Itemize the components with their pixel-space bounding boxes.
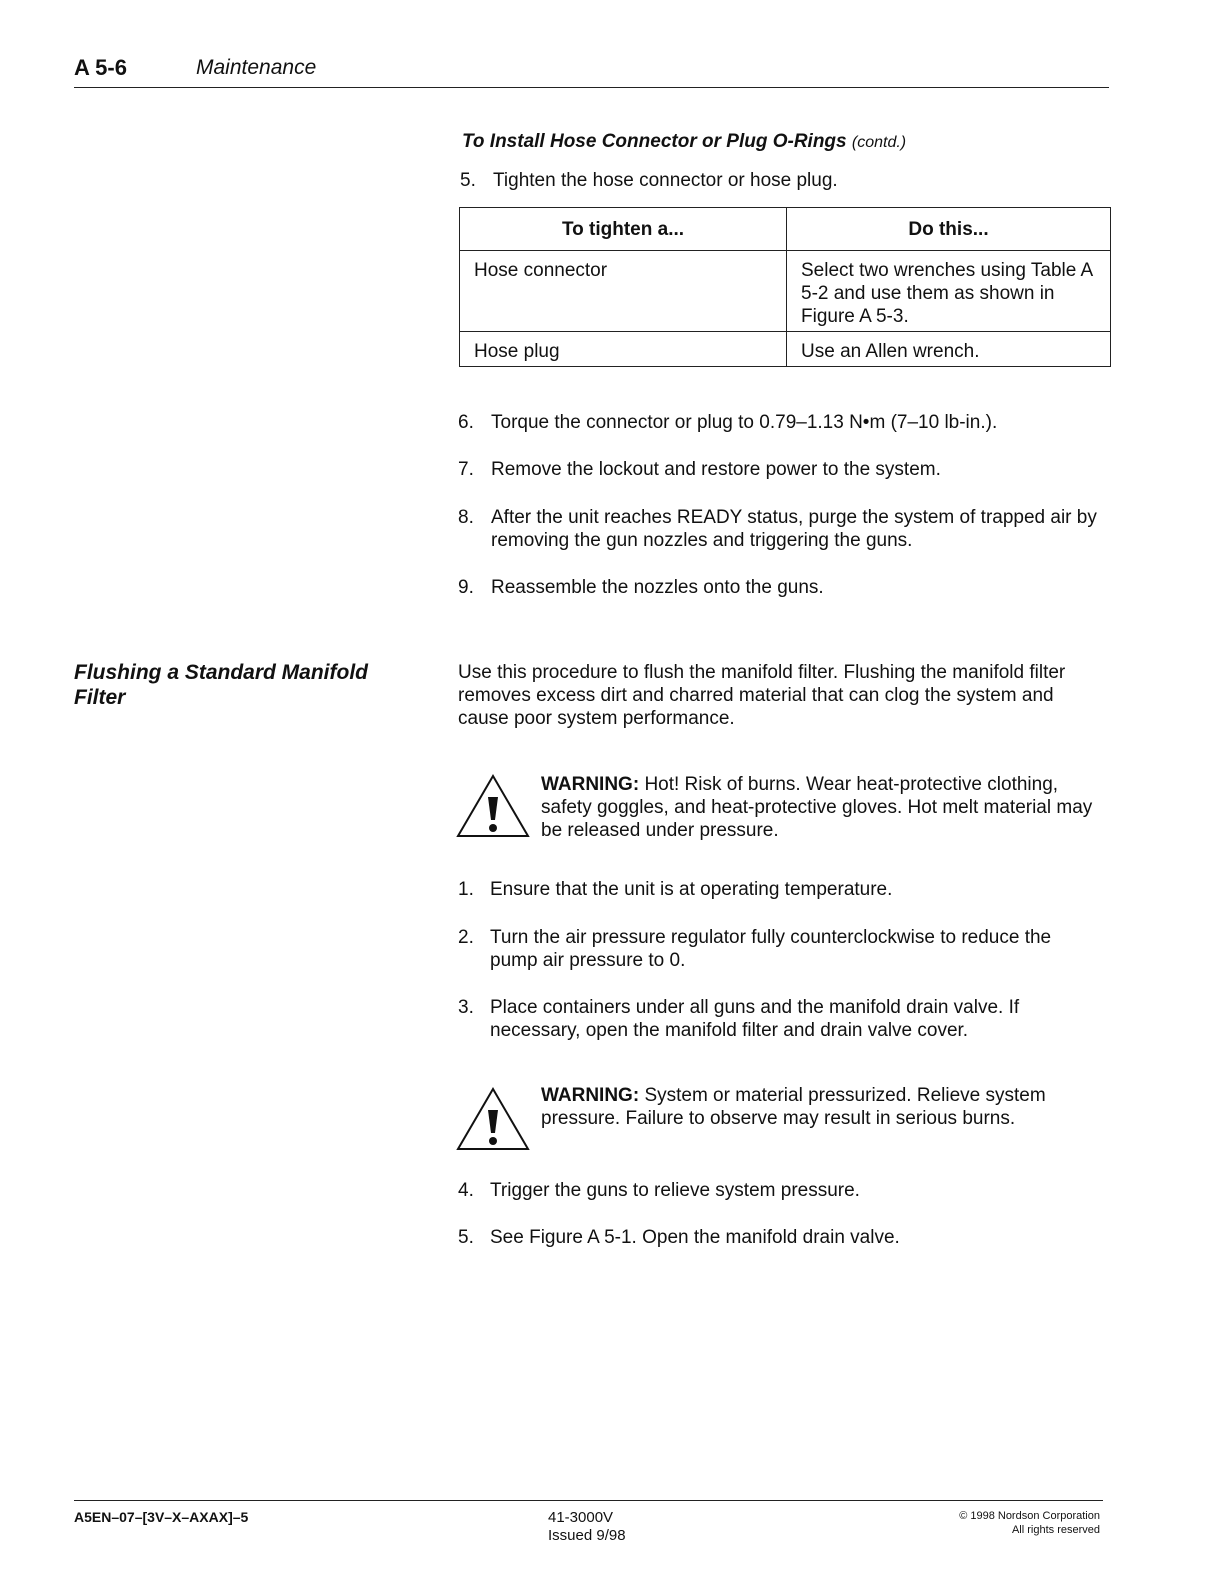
flushing-heading: Flushing a Standard Manifold Filter bbox=[74, 661, 368, 709]
step-number: 5. bbox=[460, 170, 476, 191]
flush-step-4 bbox=[458, 1179, 1103, 1202]
flush-step-3 bbox=[458, 996, 1103, 1042]
step-text: Tighten the hose connector or hose plug. bbox=[493, 170, 838, 191]
step-number: 4. bbox=[458, 1180, 474, 1201]
step-text: Ensure that the unit is at operating temperature. bbox=[490, 879, 893, 900]
table-row bbox=[460, 251, 1111, 332]
step-number: 5. bbox=[458, 1227, 474, 1248]
step-number: 1. bbox=[458, 879, 474, 900]
table-header-row bbox=[460, 208, 1111, 251]
warning-icon bbox=[455, 773, 531, 839]
warning-text: System or material pressurized. Relieve system pressure. Failure to observe may result in serious burns. bbox=[541, 1085, 1046, 1129]
step-number: 2. bbox=[458, 927, 474, 948]
table-cell-item: Hose plug bbox=[460, 332, 787, 367]
issued-date: Issued 9/98 bbox=[548, 1527, 626, 1544]
table-cell-action: Use an Allen wrench. bbox=[787, 332, 1111, 367]
step-number: 3. bbox=[458, 997, 474, 1018]
table-cell-item: Hose connector bbox=[460, 251, 787, 332]
table-row bbox=[460, 332, 1111, 367]
warning-hot bbox=[541, 773, 1101, 842]
flush-step-5 bbox=[458, 1226, 1103, 1249]
table-header-item: To tighten a... bbox=[460, 208, 787, 251]
footer-copyright bbox=[850, 1509, 1100, 1537]
install-step-6 bbox=[458, 411, 1103, 434]
step-text: Place containers under all guns and the manifold drain valve. If necessary, open the manifold filter and drain valve cover. bbox=[490, 997, 1020, 1041]
footer-rule bbox=[74, 1500, 1103, 1501]
warning-text: Hot! Risk of burns. Wear heat-protective clothing, safety goggles, and heat-protective gloves. Hot melt material may be released under pressure. bbox=[541, 774, 1093, 841]
step-text: Trigger the guns to relieve system pressure. bbox=[490, 1180, 860, 1201]
step-text: After the unit reaches READY status, purge the system of trapped air by removing the gun nozzles and triggering the guns. bbox=[491, 507, 1097, 551]
contd-label: (contd.) bbox=[851, 134, 907, 151]
rights-text: All rights reserved bbox=[1011, 1524, 1100, 1536]
table-cell-action: Select two wrenches using Table A 5-2 and use them as shown in Figure A 5-3. bbox=[787, 251, 1111, 332]
step-text: Turn the air pressure regulator fully counterclockwise to reduce the pump air pressure to 0. bbox=[490, 927, 1052, 971]
doc-code: A5EN–07–[3V–X–AXAX]–5 bbox=[74, 1509, 249, 1525]
step-number: 7. bbox=[458, 459, 474, 480]
footer-center bbox=[548, 1509, 626, 1545]
install-subheading bbox=[462, 131, 906, 153]
header-rule bbox=[74, 87, 1109, 88]
tighten-table bbox=[459, 207, 1111, 367]
step-text: See Figure A 5-1. Open the manifold drain valve. bbox=[490, 1227, 900, 1248]
step-text: Remove the lockout and restore power to the system. bbox=[491, 459, 941, 480]
install-subheading-text: To Install Hose Connector or Plug O-Rings bbox=[462, 131, 847, 152]
step-text: Reassemble the nozzles onto the guns. bbox=[491, 577, 824, 598]
step-number: 8. bbox=[458, 507, 474, 528]
section-number: A 5-6 bbox=[74, 55, 127, 80]
install-step-9 bbox=[458, 576, 1103, 599]
step-number: 6. bbox=[458, 412, 474, 433]
warning-label: WARNING: bbox=[541, 1085, 640, 1106]
section-title: Maintenance bbox=[196, 56, 317, 79]
install-step-7 bbox=[458, 458, 1103, 481]
install-step-8 bbox=[458, 506, 1103, 552]
step-number: 9. bbox=[458, 577, 474, 598]
install-step-5 bbox=[460, 169, 1100, 192]
warning-icon bbox=[455, 1086, 531, 1152]
part-number: 41-3000V bbox=[548, 1509, 614, 1526]
warning-label: WARNING: bbox=[541, 774, 640, 795]
flush-step-1 bbox=[458, 878, 1103, 901]
flush-step-2 bbox=[458, 926, 1103, 972]
flushing-intro: Use this procedure to flush the manifold filter. Flushing the manifold filter removes excess dirt and charred material that can clog the system and cause poor system performance. bbox=[458, 662, 1066, 729]
copyright-text: © 1998 Nordson Corporation bbox=[959, 1510, 1100, 1522]
warning-pressurized bbox=[541, 1084, 1101, 1130]
step-text: Torque the connector or plug to 0.79–1.13 N•m (7–10 lb-in.). bbox=[491, 412, 998, 433]
table-header-action: Do this... bbox=[787, 208, 1111, 251]
